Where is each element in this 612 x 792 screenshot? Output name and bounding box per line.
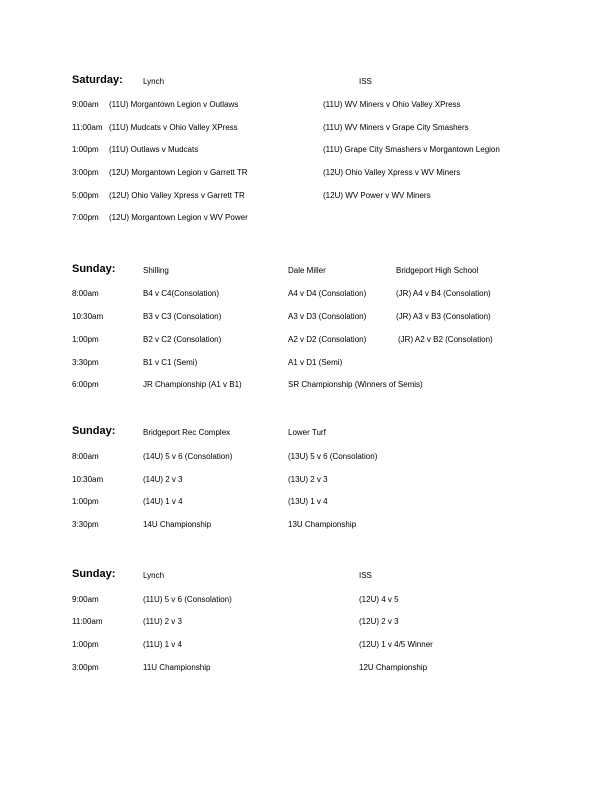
game-entry: A1 v D1 (Semi) — [288, 358, 343, 367]
game-entry: (14U) 5 v 6 (Consolation) — [143, 452, 233, 461]
game-time: 11:00am — [72, 123, 103, 132]
game-entry: (11U) Outlaws v Mudcats — [109, 145, 199, 154]
game-entry: (12U) Morgantown Legion v Garrett TR — [109, 168, 248, 177]
game-entry: (JR) A2 v B2 (Consolation) — [398, 335, 493, 344]
venue-label: Lower Turf — [288, 428, 326, 437]
game-time: 3:30pm — [72, 520, 99, 529]
game-time: 7:00pm — [72, 213, 99, 222]
game-time: 10:30am — [72, 475, 104, 484]
game-time: 1:00pm — [72, 497, 99, 506]
game-entry: (13U) 2 v 3 — [288, 475, 328, 484]
game-time: 8:00am — [72, 452, 99, 461]
game-time: 8:00am — [72, 289, 99, 298]
game-entry: 12U Championship — [359, 663, 428, 672]
game-entry: (12U) 4 v 5 — [359, 595, 399, 604]
game-entry: (11U) WV Miners v Grape City Smashers — [323, 123, 469, 132]
game-entry: (12U) 1 v 4/5 Winner — [359, 640, 433, 649]
game-entry: A2 v D2 (Consolation) — [288, 335, 367, 344]
venue-label: Dale Miller — [288, 266, 326, 275]
venue-label: ISS — [359, 77, 372, 86]
game-entry: (JR) A4 v B4 (Consolation) — [396, 289, 491, 298]
game-entry: (11U) 1 v 4 — [143, 640, 182, 649]
game-time: 3:00pm — [72, 663, 99, 672]
game-time: 5:00pm — [72, 191, 99, 200]
game-entry: A3 v D3 (Consolation) — [288, 312, 367, 321]
game-time: 3:30pm — [72, 358, 99, 367]
game-entry: 13U Championship — [288, 520, 357, 529]
venue-label: Bridgeport High School — [396, 266, 479, 275]
game-entry: (12U) Ohio Valley Xpress v Garrett TR — [109, 191, 245, 200]
venue-label: Shilling — [143, 266, 169, 275]
game-entry: JR Championship (A1 v B1) — [143, 380, 242, 389]
game-entry: (14U) 2 v 3 — [143, 475, 183, 484]
game-entry: (11U) Grape City Smashers v Morgantown Legion — [323, 145, 500, 154]
game-entry: (11U) Mudcats v Ohio Valley XPress — [109, 123, 238, 132]
game-time: 1:00pm — [72, 335, 99, 344]
game-entry: (14U) 1 v 4 — [143, 497, 183, 506]
game-entry: 14U Championship — [143, 520, 212, 529]
game-time: 10:30am — [72, 312, 104, 321]
venue-label: Lynch — [143, 77, 165, 86]
game-entry: (11U) WV Miners v Ohio Valley XPress — [323, 100, 461, 109]
venue-label: Bridgeport Rec Complex — [143, 428, 231, 437]
game-entry: (11U) 2 v 3 — [143, 617, 182, 626]
day-heading: Saturday: — [72, 74, 123, 86]
game-entry: (12U) 2 v 3 — [359, 617, 399, 626]
game-entry: (11U) 5 v 6 (Consolation) — [143, 595, 232, 604]
game-time: 6:00pm — [72, 380, 99, 389]
game-entry: (12U) Morgantown Legion v WV Power — [109, 213, 248, 222]
game-entry: (11U) Morgantown Legion v Outlaws — [109, 100, 239, 109]
game-time: 1:00pm — [72, 640, 99, 649]
game-entry: (13U) 1 v 4 — [288, 497, 328, 506]
game-entry: SR Championship (Winners of Semis) — [288, 380, 423, 389]
game-entry: B2 v C2 (Consolation) — [143, 335, 222, 344]
day-heading: Sunday: — [72, 568, 116, 580]
game-entry: B3 v C3 (Consolation) — [143, 312, 222, 321]
game-entry: B4 v C4(Consolation) — [143, 289, 220, 298]
game-entry: (13U) 5 v 6 (Consolation) — [288, 452, 378, 461]
game-entry: (12U) WV Power v WV Miners — [323, 191, 431, 200]
game-entry: B1 v C1 (Semi) — [143, 358, 198, 367]
game-time: 1:00pm — [72, 145, 99, 154]
game-entry: 11U Championship — [143, 663, 211, 672]
day-heading: Sunday: — [72, 425, 116, 437]
game-entry: (12U) Ohio Valley Xpress v WV Miners — [323, 168, 461, 177]
venue-label: Lynch — [143, 571, 165, 580]
game-time: 9:00am — [72, 100, 99, 109]
game-time: 3:00pm — [72, 168, 99, 177]
game-entry: (JR) A3 v B3 (Consolation) — [396, 312, 491, 321]
day-heading: Sunday: — [72, 263, 116, 275]
game-time: 11:00am — [72, 617, 103, 626]
game-entry: A4 v D4 (Consolation) — [288, 289, 367, 298]
game-time: 9:00am — [72, 595, 99, 604]
venue-label: ISS — [359, 571, 372, 580]
